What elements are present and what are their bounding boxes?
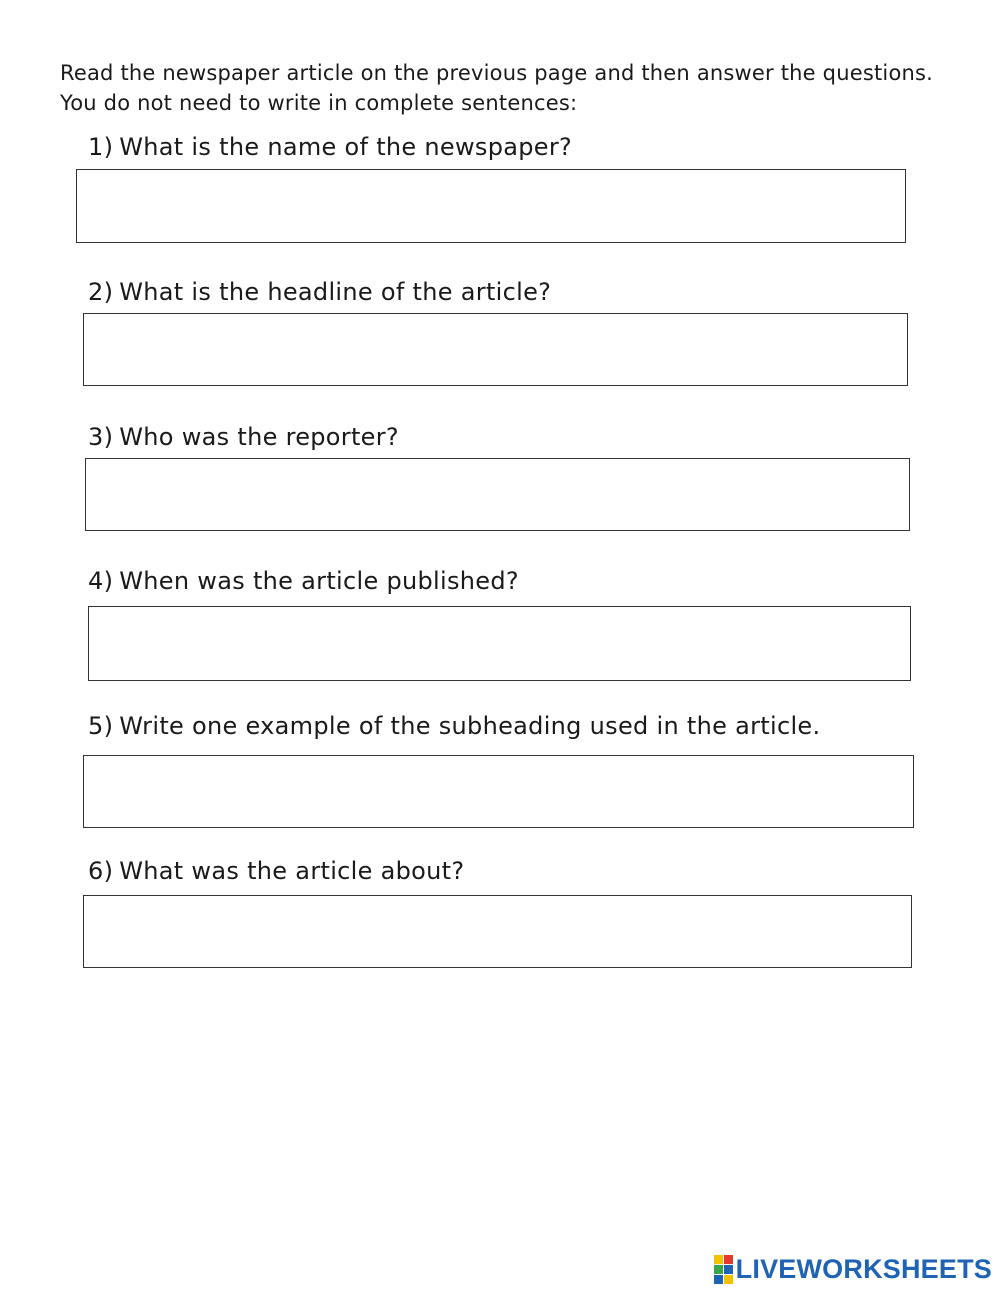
answer-box-6[interactable] [83, 895, 912, 968]
question-text: When was the article published? [119, 567, 519, 595]
liveworksheets-logo [714, 1254, 992, 1285]
instructions-line-2: You do not need to write in complete sentences: [60, 91, 578, 115]
liveworksheets-logo-icon [714, 1255, 733, 1284]
question-number: 6) [88, 857, 114, 885]
question-number: 5) [88, 712, 114, 740]
answer-box-4[interactable] [88, 606, 911, 681]
question-text: What was the article about? [119, 857, 465, 885]
answer-box-3[interactable] [85, 458, 910, 531]
question-number: 3) [88, 423, 114, 451]
answer-box-1[interactable] [76, 169, 906, 243]
question-1 [88, 132, 572, 162]
question-text: What is the headline of the article? [119, 278, 552, 306]
question-number: 2) [88, 278, 114, 306]
question-6 [88, 856, 464, 886]
question-4 [88, 566, 519, 596]
question-3 [88, 422, 399, 452]
liveworksheets-logo-text: LIVEWORKSHEETS [735, 1254, 992, 1284]
question-text: Write one example of the subheading used in the article. [119, 712, 821, 740]
question-number: 1) [88, 133, 114, 161]
question-number: 4) [88, 567, 114, 595]
answer-box-2[interactable] [83, 313, 908, 386]
question-text: Who was the reporter? [119, 423, 399, 451]
answer-box-5[interactable] [83, 755, 914, 828]
question-5 [88, 711, 820, 741]
question-2 [88, 277, 551, 307]
instructions [60, 58, 960, 118]
question-text: What is the name of the newspaper? [119, 133, 573, 161]
instructions-line-1: Read the newspaper article on the previous page and then answer the questions. [60, 61, 934, 85]
